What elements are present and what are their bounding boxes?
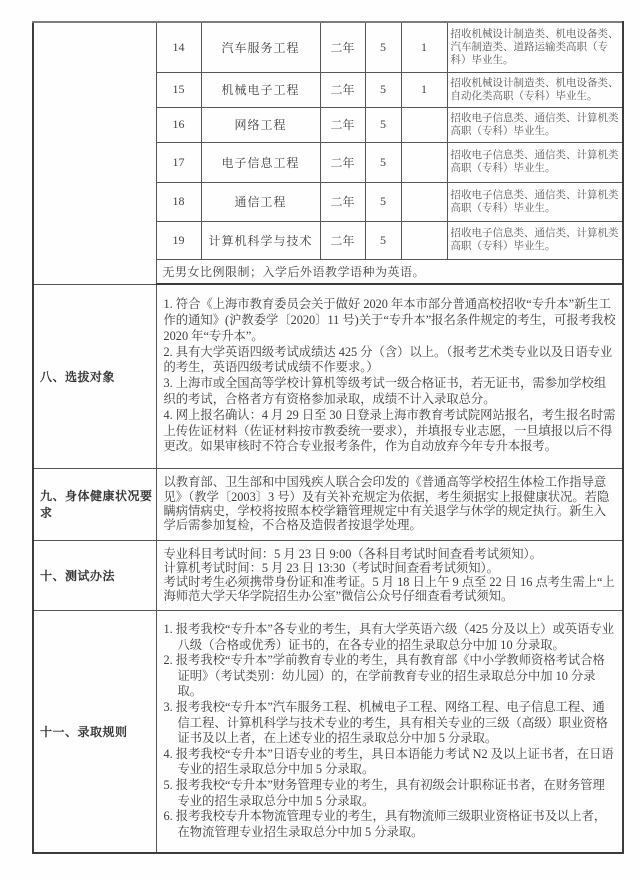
program-duration: 二年 [320,107,365,142]
program-major: 机械电子工程 [201,72,320,107]
section-label: 十、测试办法 [33,540,156,610]
admission-rule-4: 4. 报考我校“专升本”日语专业的考生，具日本语能力考试 N2 及以上证书者，在日语专业的招生录取总分中加 5 分录取。 [163,746,614,777]
section-row-selection-targets [33,284,623,468]
section-label: 十一、录取规则 [33,610,156,853]
health-requirements-text: 以教育部、卫生部和中国残疾人联合会印发的《普通高等学校招生体检工作指导意见》（教学〔2003〕3 号）及有关补充规定为依据，考生须据实上报健康状况。若隐瞒病情病史，学校将按照本校学籍管理规定中有关退学与休学的规定执行。新生入学后需参加复检，不合格及造假者按退学处理。 [163,475,610,533]
program-number: 18 [156,182,201,221]
admission-rule-1: 1. 报考我校“专升本”各专业的考生，具有大学英语六级（425 分及以上）或英语专业八级（合格或优秀）证书的，在各专业的招生录取总分中加 10 分录取。 [163,622,615,652]
program-number: 16 [156,107,201,142]
selection-item-1: 1. 符合《上海市教育委员会关于做好 2020 年本市部分普通高校招收“专升本”新生工作的通知》(沪教委学〔2020〕11 号)关于“专升本”报名条件规定的考生，可报考我校 2020 年“专升本”。 [163,297,616,343]
program-extra-count: 1 [401,22,447,72]
program-plan-count: 5 [365,22,401,72]
program-number: 19 [156,221,201,259]
section-label: 九、身体健康状况要求 [33,468,156,540]
admissions-table [32,21,624,854]
program-number: 15 [156,72,201,107]
section-content [156,468,623,540]
program-plan-count: 5 [365,72,401,107]
section-row-admission-rules [33,610,623,853]
section-row-health-requirements [33,468,623,540]
test-method-line-3: 考试时考生必须携带身份证和准考证。5 月 18 日上午 9 点至 22 日 16 点考生需上“上海师范大学天华学院招生办公室”微信公众号仔细查看考试须知。 [163,575,615,603]
test-method-line-1: 专业科目考试时间：5 月 23 日 9:00（各科目考试时间查看考试须知）。 [163,547,542,561]
program-remark: 招收电子信息类、通信类、计算机类高职（专科）毕业生。 [447,182,623,221]
program-extra-count [401,221,447,259]
program-row-14 [33,22,623,72]
program-major: 汽车服务工程 [201,22,320,72]
selection-item-3: 3. 上海市或全国高等学校计算机等级考试一级合格证书，若无证书，需参加学校组织的考试，合格者方有资格参加录取，成绩不计入录取总分。 [163,376,607,407]
program-remark: 招收机械设计制造类、机电设备类、自动化类高职（专科）毕业生。 [447,72,623,107]
program-plan-count: 5 [365,107,401,142]
section-content [156,284,623,468]
selection-item-2: 2. 具有大学英语四级考试成绩达 425 分（含）以上。（报考艺术类专业以及日语专业的考生，英语四级考试成绩不作要求。） [163,344,613,375]
admission-rule-5: 5. 报考我校“专升本”财务管理专业的考生，具有初级会计职称证书者，在财务管理专业的招生录取总分中加 5 分录取。 [163,778,605,808]
program-duration: 二年 [320,22,365,72]
admission-rule-6: 6. 报考我校专升本物流管理专业的考生，具有物流师三级职业资格证书及以上者，在物流管理专业招生录取总分中加 5 分录取。 [163,809,607,839]
program-remark: 招收电子信息类、通信类、计算机类高职（专科）毕业生。 [447,107,623,142]
program-major: 通信工程 [201,182,320,221]
admission-rule-2: 2. 报考我校“专升本”学前教育专业的考生，具有教育部《中小学教师资格考试合格证明》（考试类别：幼儿园）的，在学前教育专业的招生录取总分中加 10 分录取。 [163,653,605,699]
program-number: 17 [156,142,201,182]
program-extra-count [401,107,447,142]
program-duration: 二年 [320,182,365,221]
section-row-test-method [33,540,623,610]
section-content [156,610,623,853]
selection-item-4: 4. 网上报名确认：4 月 29 日至 30 日登录上海市教育考试院网站报名，考生报名时需上传佐证材料（佐证材料按市教委统一要求），并填报专业志愿，一旦填报以后不得更改。如果审核时不符合专业报考条件，作为自动放弃今年专升本报考。 [163,407,616,454]
program-remark: 招收电子信息类、通信类、计算机类高职（专科）毕业生。 [447,221,623,259]
section-label: 八、选拔对象 [33,284,156,468]
admission-rule-3: 3. 报考我校“专升本”汽车服务工程、机械电子工程、网络工程、电子信息工程、通信工程、计算机科学与技术专业的考生，具有相关专业的三级（高级）职业资格证书及以上者，在上述专业的招生录取总分中加 5 分录取。 [163,700,608,746]
program-plan-count: 5 [365,221,401,259]
program-number: 14 [156,22,201,72]
program-remark: 招收机械设计制造类、机电设备类、汽车制造类、道路运输类高职（专科）毕业生。 [447,22,623,72]
program-plan-count: 5 [365,142,401,182]
program-duration: 二年 [320,72,365,107]
program-duration: 二年 [320,142,365,182]
program-plan-count: 5 [365,182,401,221]
program-duration: 二年 [320,221,365,259]
test-method-line-2: 计算机考试时间：5 月 23 日 13:30（考试时间查看考试须知）。 [163,561,499,575]
section-content [156,540,623,610]
program-remark: 招收电子信息类、通信类、计算机类高职（专科）毕业生。 [447,142,623,182]
program-extra-count [401,142,447,182]
left-spanner-cell [33,22,156,284]
program-major: 网络工程 [201,107,320,142]
program-major: 电子信息工程 [201,142,320,182]
program-extra-count: 1 [401,72,447,107]
program-extra-count [401,182,447,221]
program-major: 计算机科学与技术 [201,221,320,259]
gender-note-text: 无男女比例限制；入学后外语教学语种为英语。 [156,259,623,284]
